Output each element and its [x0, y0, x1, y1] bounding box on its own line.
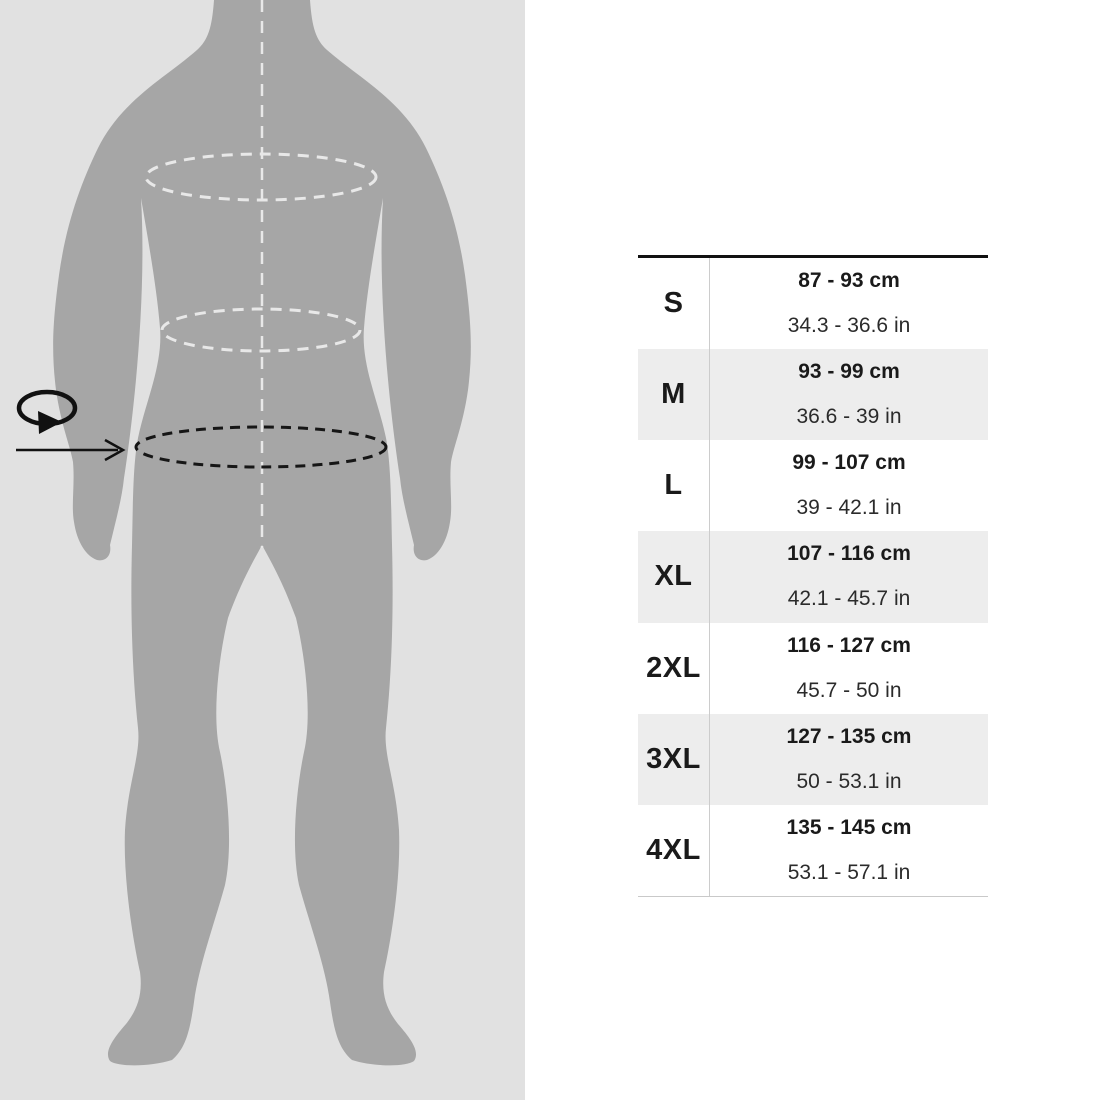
size-range-cm: 135 - 145 cm: [786, 815, 912, 839]
size-row-2xl: [638, 623, 988, 714]
body-silhouette-figure: [0, 0, 525, 1100]
size-range-cm: 93 - 99 cm: [798, 360, 900, 384]
size-range-cm: 107 - 116 cm: [787, 542, 911, 566]
size-range-in: 50 - 53.1 in: [796, 769, 902, 793]
size-label: 4XL: [638, 805, 710, 896]
size-range-in: 36.6 - 39 in: [796, 405, 902, 429]
size-row-m: [638, 349, 988, 440]
size-label: 3XL: [638, 714, 710, 805]
size-row-3xl: [638, 714, 988, 805]
size-label: S: [638, 258, 710, 349]
size-range-in: 45.7 - 50 in: [796, 678, 902, 702]
size-label: L: [638, 440, 710, 531]
size-values: [710, 349, 988, 440]
size-values: [710, 440, 988, 531]
size-values: [710, 623, 988, 714]
size-values: [710, 531, 988, 622]
size-range-cm: 127 - 135 cm: [786, 724, 912, 748]
size-label: M: [638, 349, 710, 440]
size-values: [710, 805, 988, 896]
size-range-cm: 99 - 107 cm: [792, 451, 906, 475]
body-measurement-panel: [0, 0, 525, 1100]
size-range-in: 42.1 - 45.7 in: [787, 587, 911, 611]
size-label: 2XL: [638, 623, 710, 714]
size-row-4xl: [638, 805, 988, 896]
size-values: [710, 714, 988, 805]
size-row-xl: [638, 531, 988, 622]
size-range-cm: 87 - 93 cm: [798, 269, 900, 293]
size-range-in: 53.1 - 57.1 in: [787, 860, 911, 884]
size-label: XL: [638, 531, 710, 622]
size-values: [710, 258, 988, 349]
size-range-in: 34.3 - 36.6 in: [787, 314, 911, 338]
size-table: [638, 255, 988, 897]
size-range-cm: 116 - 127 cm: [787, 633, 911, 657]
size-range-in: 39 - 42.1 in: [796, 496, 902, 520]
size-row-l: [638, 440, 988, 531]
size-row-s: [638, 258, 988, 349]
